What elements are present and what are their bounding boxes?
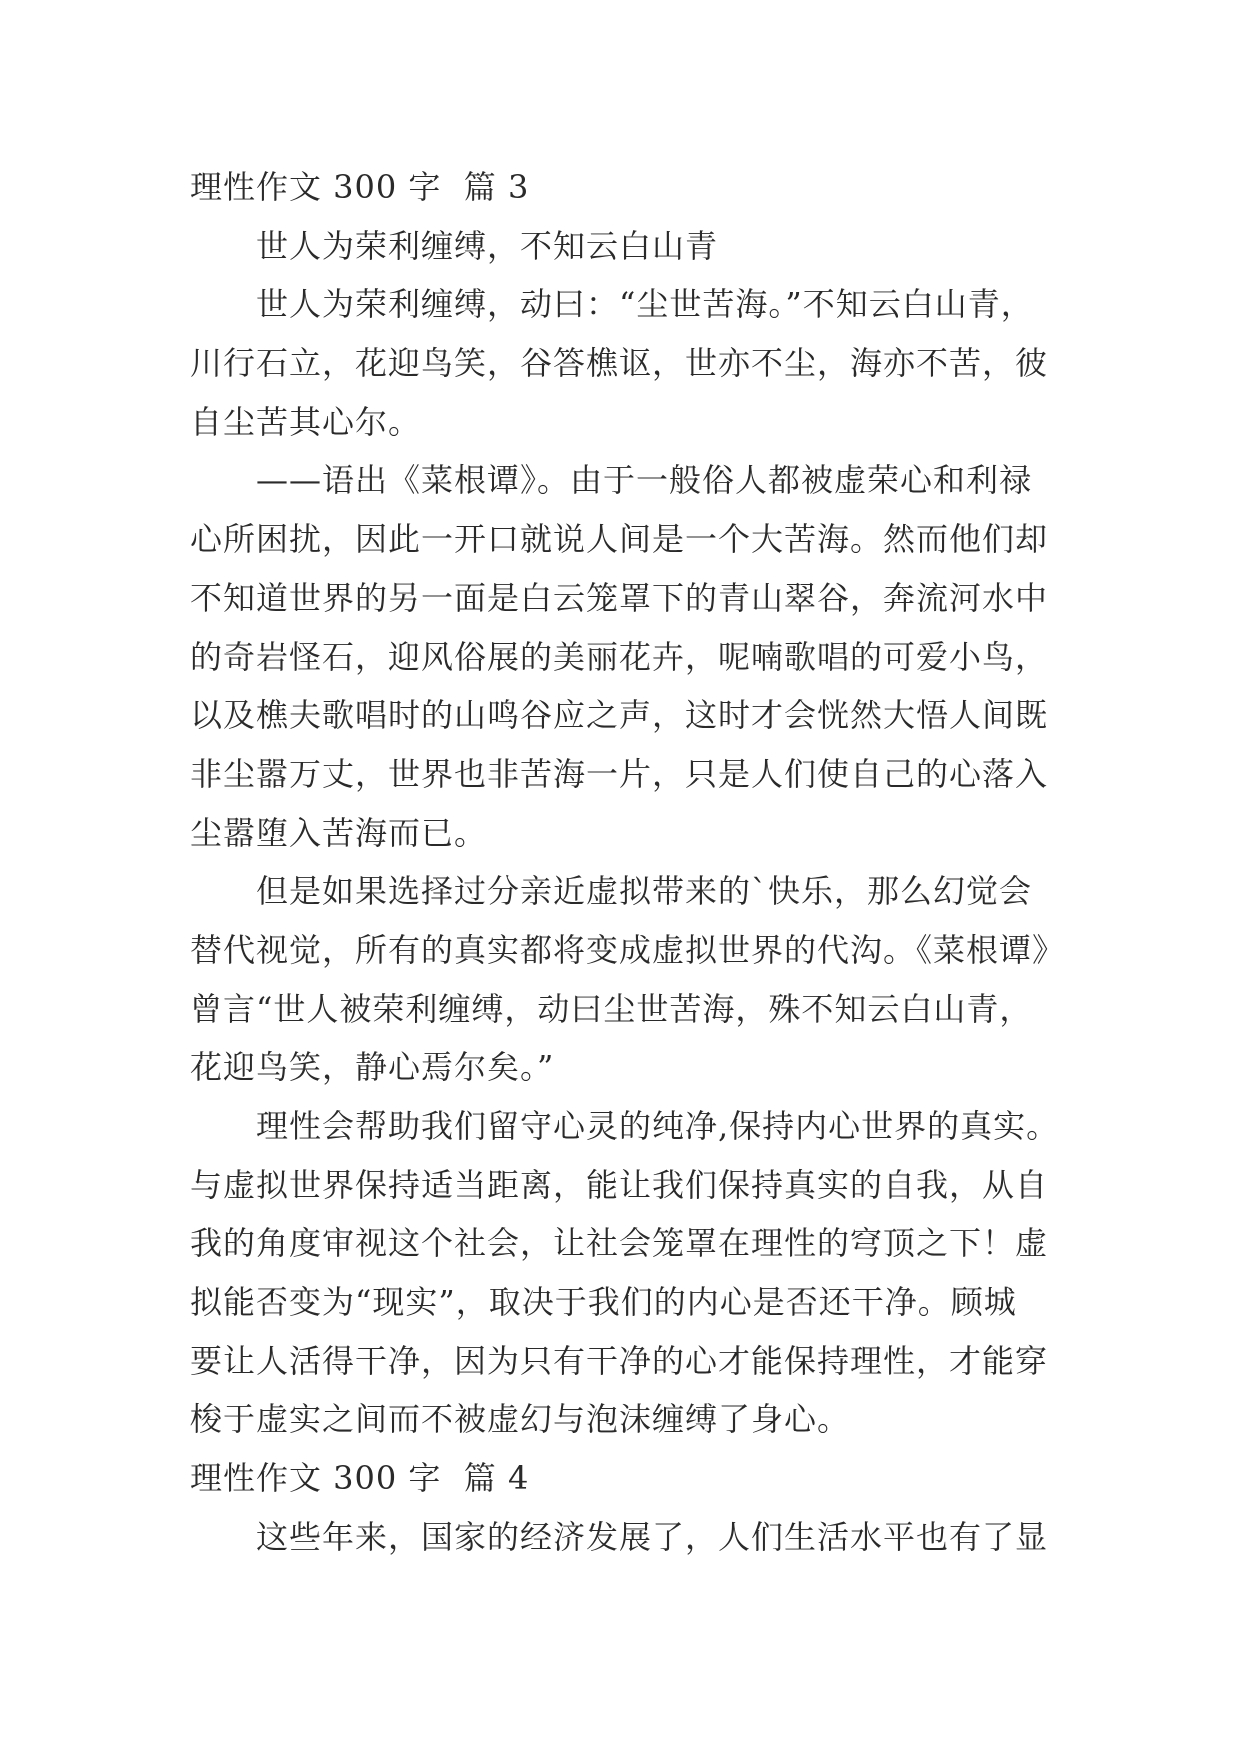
- text-line: 但是如果选择过分亲近虚拟带来的`快乐，那么幻觉会: [256, 872, 1033, 911]
- text-line: 不知道世界的另一面是白云笼罩下的青山翠谷，奔流河水中: [190, 578, 1049, 617]
- text-line: 要让人活得干净，因为只有干净的心才能保持理性，才能穿: [190, 1341, 1049, 1380]
- text-line: 替代视觉，所有的真实都将变成虚拟世界的代沟。《菜根谭》: [190, 930, 1066, 969]
- text-line: 自尘苦其心尔。: [190, 402, 422, 441]
- paragraph-virtual-happiness: [190, 862, 1090, 1097]
- paragraph-source-explanation: [190, 451, 1090, 862]
- paragraph-economy: [190, 1508, 1090, 1567]
- text-line: 世人为荣利缠缚，动曰：“尘世苦海。”不知云白山青，: [256, 285, 1034, 324]
- text-line: 梭于虚实之间而不被虚幻与泡沫缠缚了身心。: [190, 1400, 851, 1439]
- text-line: 川行石立，花迎鸟笑，谷答樵讴，世亦不尘，海亦不苦，彼: [190, 344, 1049, 383]
- text-line: 这些年来，国家的经济发展了，人们生活水平也有了显: [256, 1517, 1049, 1556]
- essay-subtitle: 世人为荣利缠缚，不知云白山青: [256, 226, 719, 265]
- section-heading-3: 理性作文 300 字 篇 3: [190, 168, 530, 206]
- text-line: 非尘嚣万丈，世界也非苦海一片，只是人们使自己的心落入: [190, 754, 1049, 793]
- paragraph-quote: [190, 275, 1090, 451]
- text-line: 曾言“世人被荣利缠缚，动曰尘世苦海，殊不知云白山青，: [190, 989, 1033, 1028]
- text-line: 尘嚣堕入苦海而已。: [190, 813, 488, 852]
- text-line: 理性会帮助我们留守心灵的纯净,保持内心世界的真实。: [256, 1107, 1060, 1145]
- text-line: 我的角度审视这个社会，让社会笼罩在理性的穹顶之下！虚: [190, 1224, 1049, 1263]
- text-line: 心所困扰，因此一开口就说人间是一个大苦海。然而他们却: [190, 520, 1049, 559]
- paragraph-rationality: [190, 1097, 1090, 1449]
- text-line: 与虚拟世界保持适当距离，能让我们保持真实的自我，从自: [190, 1165, 1049, 1204]
- text-line: 的奇岩怪石，迎风俗展的美丽花卉，呢喃歌唱的可爱小鸟，: [190, 637, 1049, 676]
- text-line: 拟能否变为“现实”，取决于我们的内心是否还干净。顾城: [190, 1283, 1017, 1322]
- section-heading-4: 理性作文 300 字 篇 4: [190, 1459, 530, 1498]
- text-line: 以及樵夫歌唱时的山鸣谷应之声，这时才会恍然大悟人间既: [190, 696, 1049, 735]
- text-line: 花迎鸟笑，静心焉尔矣。”: [190, 1048, 555, 1087]
- text-line: ——语出《菜根谭》。由于一般俗人都被虚荣心和利禄: [256, 461, 1033, 500]
- document-body: [190, 158, 1090, 1567]
